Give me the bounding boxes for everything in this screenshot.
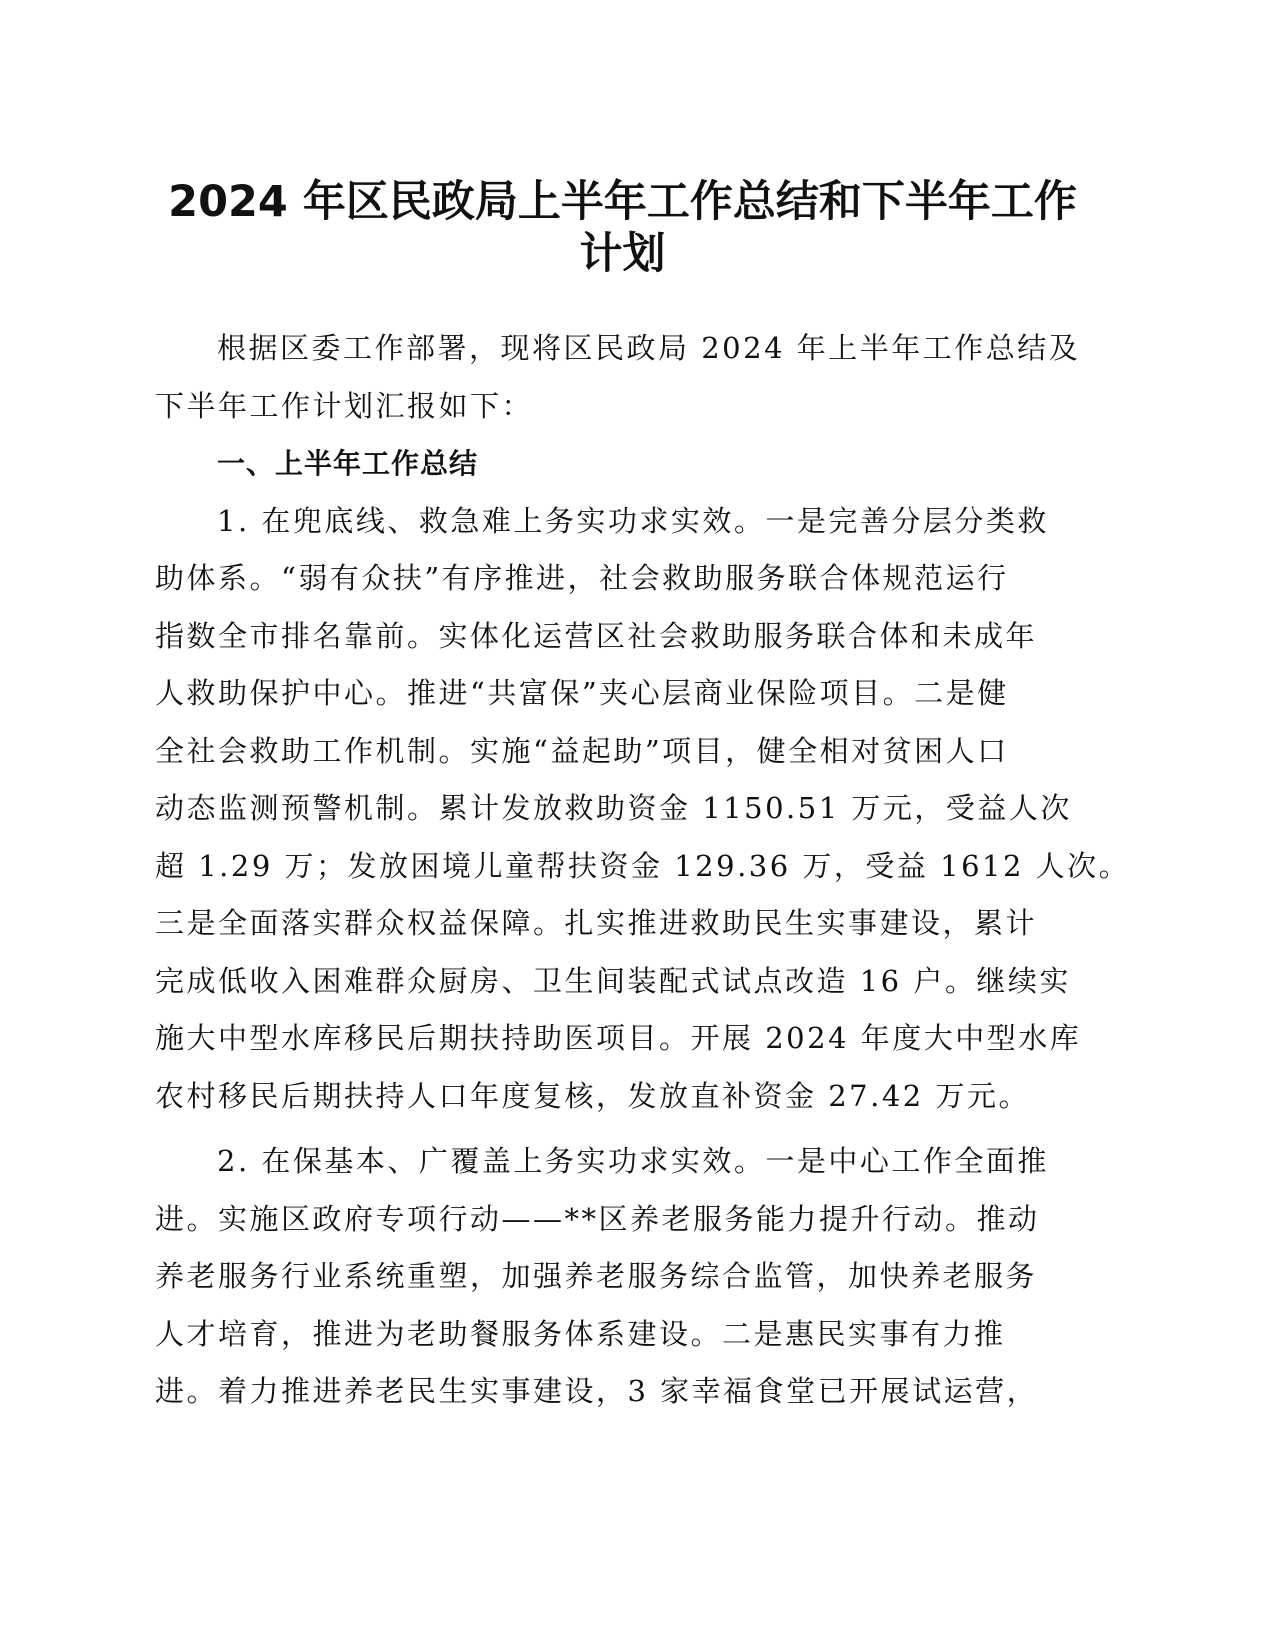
intro-line-2: 下半年工作计划汇报如下：	[155, 388, 534, 423]
paragraph-line: 进。实施区政府专项行动——**区养老服务能力提升行动。推动	[155, 1201, 1040, 1236]
title-line-2: 计划	[579, 229, 666, 279]
document-body	[155, 320, 1131, 1421]
paragraph-line: 完成低收入困难群众厨房、卫生间装配式试点改造 16 户。继续实	[155, 963, 1071, 998]
intro-line-1: 根据区委工作部署，现将区民政局 2024 年上半年工作总结及	[217, 331, 1081, 365]
paragraph-line: 1. 在兜底线、救急难上务实功求实效。一是完善分层分类救	[217, 503, 1049, 538]
title-line-1: 2024 年区民政局上半年工作总结和下半年工作	[168, 177, 1077, 227]
paragraph-line: 人救助保护中心。推进“共富保”夹心层商业保险项目。二是健	[155, 676, 1009, 710]
paragraph-line: 养老服务行业系统重塑，加强养老服务综合监管，加快养老服务	[155, 1259, 1038, 1293]
paragraph-line: 三是全面落实群众权益保障。扎实推进救助民生实事建设，累计	[155, 906, 1038, 940]
intro-paragraph	[155, 320, 1100, 435]
paragraph-line: 助体系。“弱有众扶”有序推进，社会救助服务联合体规范运行	[155, 561, 1009, 595]
paragraph-line: 施大中型水库移民后期扶持助医项目。开展 2024 年度大中型水库	[155, 1021, 1082, 1055]
paragraph-line: 指数全市排名靠前。实体化运营区社会救助服务联合体和未成年	[155, 618, 1038, 653]
paragraph-line: 农村移民后期扶持人口年度复核，发放直补资金 27.42 万元。	[155, 1078, 1030, 1113]
paragraph-2	[155, 1133, 1100, 1421]
section-heading: 一、上半年工作总结	[217, 447, 479, 480]
document-title	[150, 176, 1095, 280]
paragraph-line: 动态监测预警机制。累计发放救助资金 1150.51 万元，受益人次	[155, 791, 1072, 825]
paragraph-line: 2. 在保基本、广覆盖上务实功求实效。一是中心工作全面推	[217, 1144, 1049, 1178]
paragraph-1	[155, 493, 1131, 1126]
paragraph-line: 超 1.29 万；发放困境儿童帮扶资金 129.36 万，受益 1612 人次。	[155, 848, 1131, 883]
paragraph-line: 人才培育，推进为老助餐服务体系建设。二是惠民实事有力推	[155, 1316, 1006, 1351]
paragraph-line: 进。着力推进养老民生实事建设，3 家幸福食堂已开展试运营，	[155, 1374, 1039, 1408]
paragraph-spacer	[155, 1125, 1100, 1133]
paragraph-line: 全社会救助工作机制。实施“益起助”项目，健全相对贫困人口	[155, 733, 1009, 768]
